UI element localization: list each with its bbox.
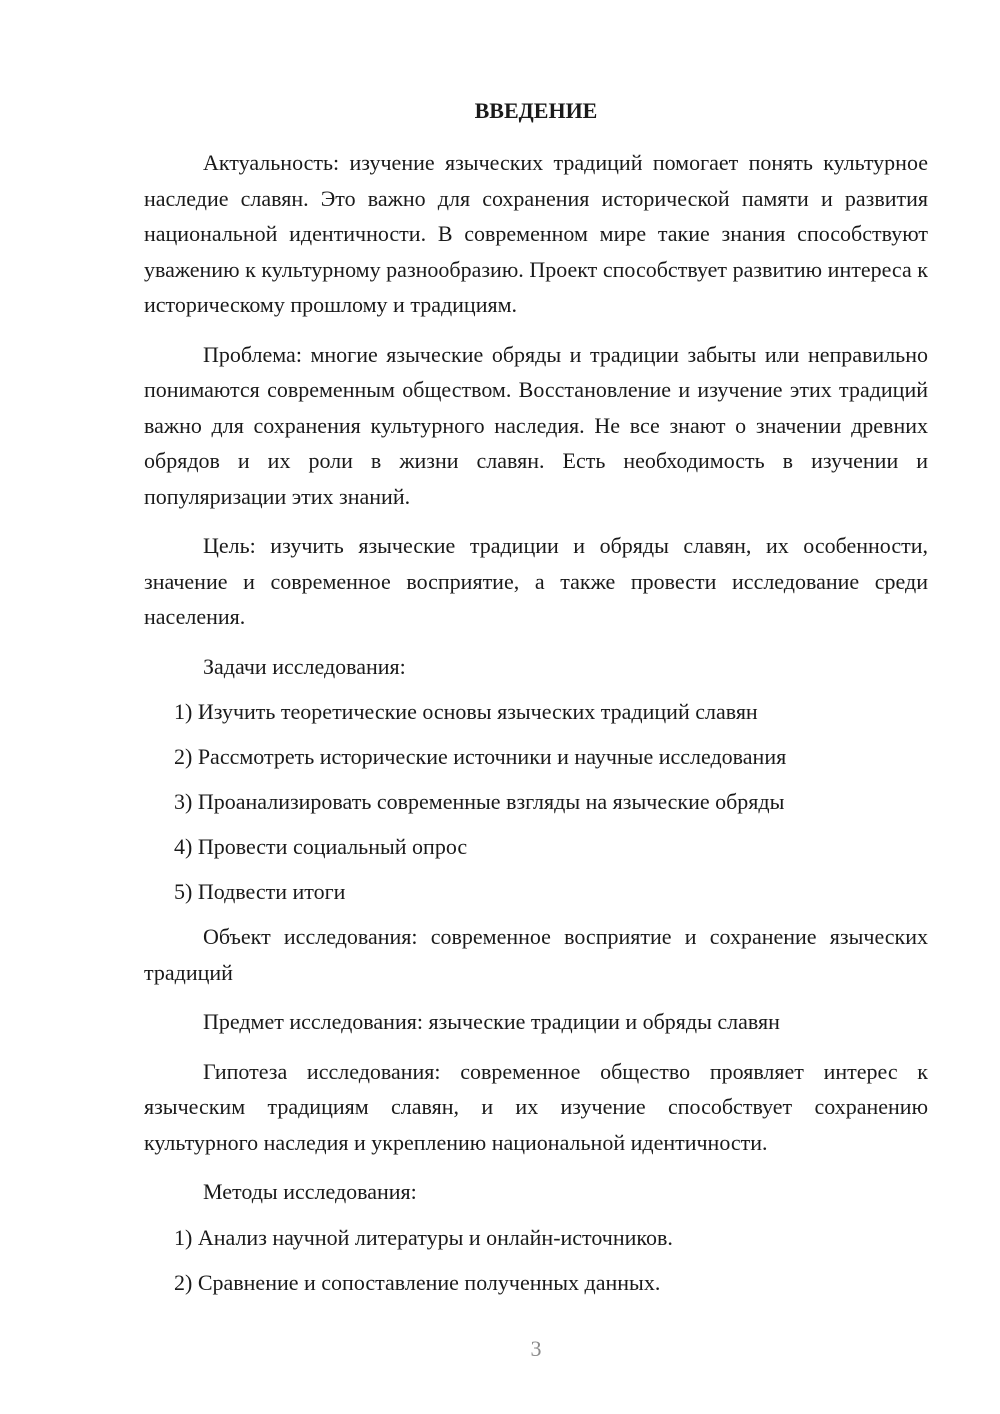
object-paragraph: Объект исследования: современное восприятие и сохранение языческих традиций [144,924,928,985]
list-item: 1) Изучить теоретические основы языческих традиций славян [174,699,758,724]
document-page [144,96,928,1311]
page-number: 3 [530,1336,542,1361]
tasks-heading: Задачи исследования: [203,653,406,679]
page-title: ВВЕДЕНИЕ [474,98,598,123]
goal-paragraph: Цель: изучить языческие традиции и обряды славян, их особенности, значение и современное восприятие, а также провести исследование среди населения. [144,533,928,629]
relevance-paragraph: Актуальность: изучение языческих традиций помогает понять культурное наследие славян. Это важно для сохранения исторической памяти и развития национальной идентичности. В современном мире такие знания способствуют уважению к культурному разнообразию. Проект способствует развитию интереса к историческому прошлому и традициям. [144,150,928,317]
problem-paragraph: Проблема: многие языческие обряды и традиции забыты или неправильно понимаются современным обществом. Восстановление и изучение этих традиций важно для сохранения культурного наследия. Не все знают о значении древних обрядов и их роли в жизни славян. Есть необходимость в изучении и популяризации этих знаний. [144,341,928,509]
list-item: 4) Провести социальный опрос [174,834,468,859]
tasks-list [144,694,928,910]
list-item: 3) Проанализировать современные взгляды на языческие обряды [174,789,785,814]
methods-list [144,1220,928,1301]
list-item: 5) Подвести итоги [174,879,346,904]
list-item: 2) Рассмотреть исторические источники и научные исследования [174,744,787,769]
methods-heading: Методы исследования: [203,1179,417,1204]
list-item: 1) Анализ научной литературы и онлайн-источников. [174,1224,673,1250]
list-item: 2) Сравнение и сопоставление полученных данных. [174,1270,661,1295]
subject-paragraph: Предмет исследования: языческие традиции и обряды славян [203,1009,780,1034]
hypothesis-paragraph: Гипотеза исследования: современное общество проявляет интерес к языческим традициям славян, и их изучение способствует сохранению культурного наследия и укреплению национальной идентичности. [144,1058,928,1155]
